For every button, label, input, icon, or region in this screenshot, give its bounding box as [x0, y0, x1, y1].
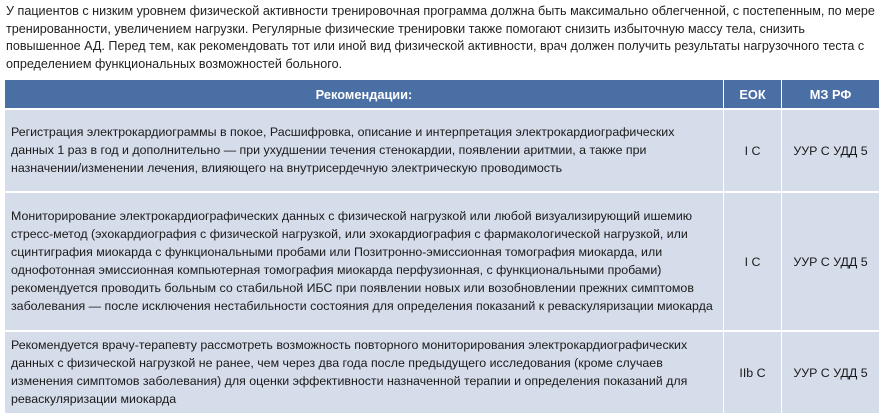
table-row	[5, 191, 879, 330]
header-recommendations: Рекомендации:	[5, 79, 723, 108]
recommendation-text: Мониторирование электрокардиографических данных с физической нагрузкой или любой визуализирующий ишемию стресс-метод (эхокардиография с физической нагрузкой, или эхокардиография с фармакологической нагрузкой, или сцинтиграфия миокарда с функциональными пробами или Позитронно-эмиссионная томография миокарда, или однофотонная эмиссионная компьютерная томография миокарда перфузионная, с функциональными пробами) рекомендуется проводить больным со стабильной ИБС при появлении новых или возобновлении прежних симптомов заболевания — после исключения нестабильности состояния для определения показаний к реваскуляризации миокарда	[5, 191, 723, 330]
table-row	[5, 330, 879, 413]
table-row	[5, 108, 879, 191]
eok-class: I C	[723, 108, 781, 191]
table-header-row	[5, 79, 879, 108]
header-eok: ЕОК	[723, 79, 781, 108]
mzrf-level: УУР С УДД 5	[781, 191, 879, 330]
recommendation-text: Рекомендуется врачу-терапевту рассмотреть возможность повторного мониторирования электрокардиографических данных с физической нагрузкой не ранее, чем через два года после предыдущего исследования (кроме случаев изменения симптомов заболевания) для оценки эффективности назначенной терапии и определения показаний для реваскуляризации миокарда	[5, 330, 723, 413]
eok-class: IIb C	[723, 330, 781, 413]
mzrf-level: УУР С УДД 5	[781, 330, 879, 413]
recommendations-table	[5, 79, 879, 413]
recommendation-text: Регистрация электрокардиограммы в покое, Расшифровка, описание и интерпретация электрокардиографических данных 1 раз в год и дополнительно — при ухудшении течения стенокардии, появлении аритмии, а также при назначении/изменении лечения, влияющего на внутрисердечную электрическую проводимость	[5, 108, 723, 191]
mzrf-level: УУР С УДД 5	[781, 108, 879, 191]
intro-paragraph: У пациентов с низким уровнем физической активности тренировочная программа должна быть максимально облегченной, с постепенным, по мере тренированности, увеличением нагрузки. Регулярные физические тренировки также помогают снизить избыточную массу тела, снизить повышенное АД. Перед тем, как рекомендовать тот или иной вид физической активности, врач должен получить результаты нагрузочного теста с определением функциональных возможностей больного.	[6, 4, 875, 71]
eok-class: I C	[723, 191, 781, 330]
header-mzrf: МЗ РФ	[781, 79, 879, 108]
